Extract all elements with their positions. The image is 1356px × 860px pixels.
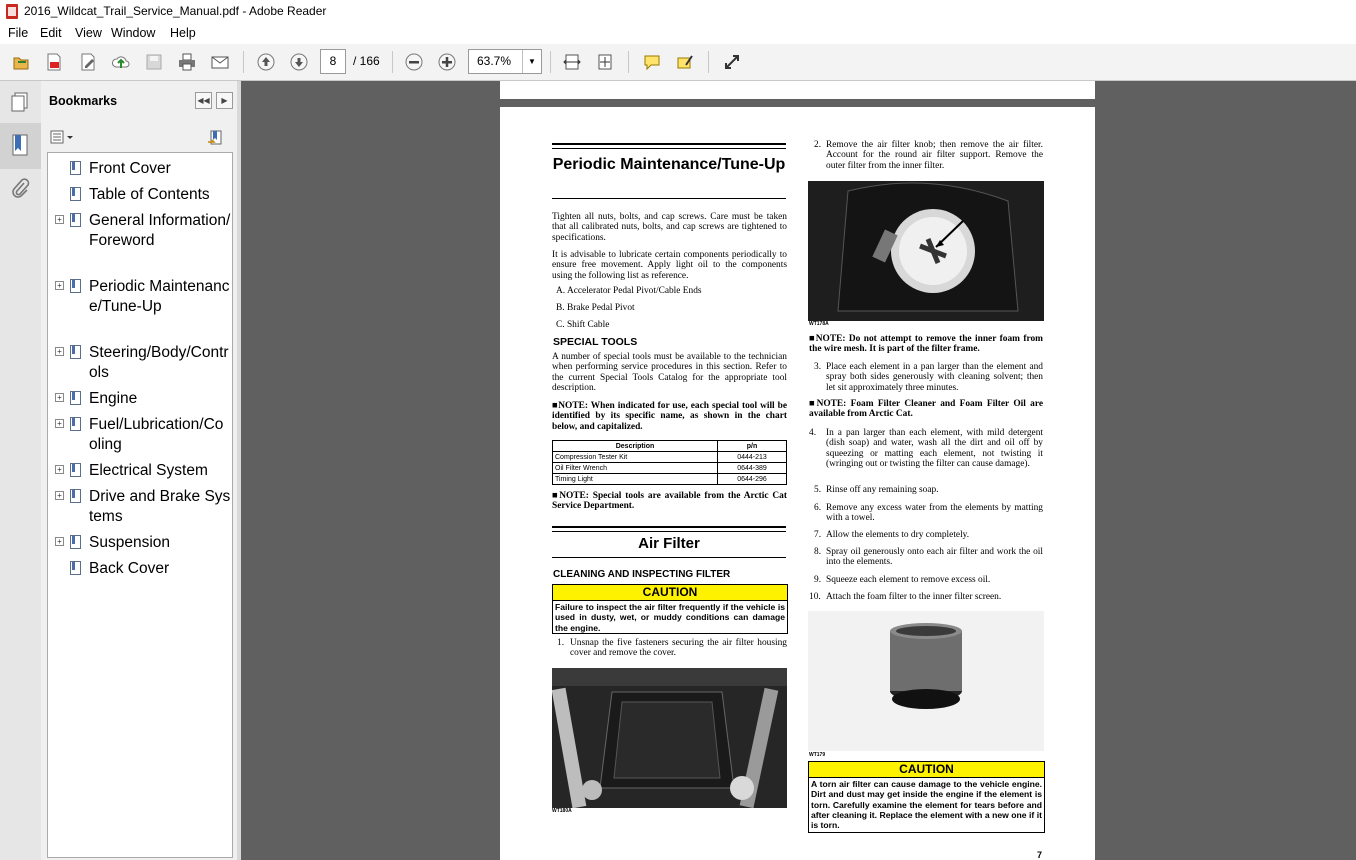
tool-part-number: 0644-389	[718, 463, 787, 474]
step-number: 6.	[814, 503, 822, 513]
tool-description: Oil Filter Wrench	[553, 463, 718, 474]
intro-paragraph-1: Tighten all nuts, bolts, and cap screws. Care must be taken that all calibrated nuts, bolts, and cap screws are tightened to specifications.	[552, 212, 787, 243]
save-disk-icon	[145, 53, 163, 71]
bookmark-icon	[70, 279, 81, 293]
bookmark-icon	[70, 187, 81, 201]
caution-label: CAUTION	[553, 585, 787, 601]
menu-window[interactable]: Window	[111, 26, 156, 40]
step-4-text: In a pan larger than each element, with mild detergent (dish soap) and water, wash all the dirt and oil off by squeezing or matting each element, not twisting it (wringing out or twisting the filter can cause damage).	[826, 428, 1043, 469]
photo-label: WT179	[809, 752, 826, 758]
edit-pdf-button[interactable]	[75, 50, 101, 74]
edit-pdf-icon	[79, 53, 97, 71]
note-arctic-cat-service: ■NOTE: Special tools are available from the Arctic Cat Service Department.	[552, 491, 787, 512]
step-7-text: Allow the elements to dry completely.	[826, 530, 970, 540]
zoom-in-button[interactable]	[434, 50, 460, 74]
step-number: 8.	[814, 547, 822, 557]
page-number: 7	[1037, 850, 1043, 860]
chevron-down-icon[interactable]: ▼	[522, 50, 541, 73]
expand-plus-icon[interactable]: +	[55, 465, 64, 474]
previous-page-edge	[500, 81, 1095, 99]
bookmark-label[interactable]: General Information/Foreword	[89, 212, 231, 249]
bookmark-options-button[interactable]	[50, 128, 74, 146]
fit-width-button[interactable]	[559, 50, 585, 74]
step-number: 2.	[814, 140, 822, 150]
pdf-page	[500, 107, 1095, 860]
step-6-text: Remove any excess water from the elements by matting with a towel.	[826, 503, 1043, 524]
air-filter-housing-image	[552, 668, 787, 808]
bookmark-label[interactable]: Periodic Maintenance/Tune-Up	[89, 278, 230, 315]
table-row	[553, 463, 787, 474]
toolbar-separator	[628, 51, 629, 73]
minus-circle-icon	[405, 53, 423, 71]
fit-page-button[interactable]	[592, 50, 618, 74]
caution-box-2	[808, 761, 1045, 833]
previous-page-button[interactable]	[253, 50, 279, 74]
air-filter-knob-photo	[808, 181, 1044, 321]
expand-bookmark-icon[interactable]	[207, 129, 225, 147]
photo-label: WT180A	[552, 808, 572, 814]
cloud-upload-icon	[112, 53, 130, 71]
page-total: / 166	[353, 54, 380, 68]
navigation-rail	[0, 81, 42, 860]
tool-description: Compression Tester Kit	[553, 452, 718, 463]
table-header-description: Description	[553, 441, 718, 452]
step-2-text: Remove the air filter knob; then remove the air filter. Account for the round air filter support. Remove the outer filter from the inner filter.	[826, 140, 1043, 171]
step-number: 7.	[814, 530, 822, 540]
expand-plus-icon[interactable]: +	[55, 491, 64, 500]
lube-item-b: B. Brake Pedal Pivot	[556, 303, 635, 313]
section-title: Periodic Maintenance/Tune-Up	[552, 156, 786, 173]
special-tools-text: A number of special tools must be available to the technician when performing service procedures in this section. Refer to the current Special Tools Catalog for the appropriate tool description.	[552, 352, 787, 393]
envelope-icon	[211, 53, 229, 71]
cloud-upload-button[interactable]	[108, 50, 134, 74]
plus-circle-icon	[438, 53, 456, 71]
expand-plus-icon[interactable]: +	[55, 419, 64, 428]
air-filter-title: Air Filter	[638, 535, 700, 552]
table-header-row	[553, 441, 787, 452]
bookmark-tree	[47, 152, 233, 858]
step-3-text: Place each element in a pan larger than the element and spray both sides generously with cleaning solvent; then let sit approximately three minutes.	[826, 362, 1043, 393]
air-filter-rule	[552, 526, 786, 532]
bookmark-label[interactable]: Drive and Brake Systems	[89, 488, 231, 525]
step-number: 3.	[814, 362, 822, 372]
step-number: 9.	[814, 575, 822, 585]
menu-bar	[0, 24, 1356, 44]
toolbar-separator	[392, 51, 393, 73]
expand-plus-icon[interactable]: +	[55, 393, 64, 402]
fit-page-icon	[596, 53, 614, 71]
title-rule	[552, 143, 786, 149]
expand-plus-icon[interactable]: +	[55, 281, 64, 290]
bookmark-icon	[70, 345, 81, 359]
bookmark-label[interactable]: Steering/Body/Controls	[89, 344, 229, 381]
next-page-button[interactable]	[286, 50, 312, 74]
intro-paragraph-2: It is advisable to lubricate certain components periodically to ensure free movement. Apply light oil to the components using the following list as reference.	[552, 250, 787, 281]
foam-filter-photo	[808, 611, 1044, 751]
create-pdf-icon	[45, 53, 63, 71]
expand-arrows-icon	[723, 53, 741, 71]
tool-part-number: 0644-296	[718, 474, 787, 485]
menu-file[interactable]: File	[8, 26, 29, 40]
speech-bubble-icon	[643, 53, 661, 71]
table-row	[553, 474, 787, 485]
air-filter-housing-photo	[552, 668, 787, 808]
note-special-tool: ■NOTE: When indicated for use, each special tool will be identified by its specific name, as shown in the chart below, and capitalized.	[552, 401, 787, 432]
toolbar-separator	[708, 51, 709, 73]
printer-icon	[178, 53, 196, 71]
fit-width-icon	[563, 53, 581, 71]
air-filter-rule-bottom	[552, 557, 786, 558]
bookmark-label[interactable]: Fuel/Lubrication/Cooling	[89, 416, 224, 453]
tool-part-number: 0444-213	[718, 452, 787, 463]
highlighter-icon	[676, 53, 694, 71]
highlight-button[interactable]	[672, 50, 698, 74]
toolbar	[0, 44, 1356, 81]
save-button[interactable]	[141, 50, 167, 74]
zoom-value: 63.7%	[477, 54, 512, 68]
bookmark-label[interactable]: Electrical System	[89, 462, 208, 479]
step-1-text: Unsnap the five fasteners securing the air filter housing cover and remove the cover.	[570, 638, 787, 659]
arrow-down-circle-icon	[290, 53, 308, 71]
note-inner-foam: ■NOTE: Do not attempt to remove the inner foam from the wire mesh. It is part of the filter frame.	[809, 334, 1043, 355]
step-10-text: Attach the foam filter to the inner filter screen.	[826, 592, 1002, 602]
adobe-reader-icon	[6, 4, 18, 19]
bookmarks-icon[interactable]	[9, 133, 31, 159]
options-list-icon	[50, 130, 74, 144]
tool-description: Timing Light	[553, 474, 718, 485]
photo-label: WT178A	[809, 321, 829, 327]
title-rule-bottom	[552, 198, 786, 199]
expand-plus-icon[interactable]: +	[55, 347, 64, 356]
lube-item-c: C. Shift Cable	[556, 320, 610, 330]
bookmark-icon	[70, 391, 81, 405]
caution-text: Failure to inspect the air filter frequently if the vehicle is used in dusty, wet, or muddy conditions can damage the engine.	[555, 602, 785, 633]
step-9-text: Squeeze each element to remove excess oil.	[826, 575, 991, 585]
page-number-input[interactable]: 8	[320, 49, 346, 74]
bookmark-label[interactable]: Front Cover	[89, 160, 171, 177]
zoom-out-button[interactable]	[401, 50, 427, 74]
bookmarks-heading: Bookmarks	[49, 94, 118, 108]
expand-plus-icon[interactable]: +	[55, 537, 64, 546]
bookmark-label[interactable]: Table of Contents	[89, 186, 210, 203]
cleaning-heading: CLEANING AND INSPECTING FILTER	[553, 569, 731, 580]
bookmark-label[interactable]: Suspension	[89, 534, 171, 551]
toolbar-separator	[243, 51, 244, 73]
bookmark-label[interactable]: Back Cover	[89, 560, 170, 577]
open-button[interactable]	[8, 50, 34, 74]
email-button[interactable]	[207, 50, 233, 74]
step-number: 1.	[557, 638, 565, 648]
step-number: 4.	[809, 428, 817, 438]
bookmark-icon	[70, 417, 81, 431]
bookmark-icon	[70, 463, 81, 477]
step-5-text: Rinse off any remaining soap.	[826, 485, 939, 495]
caution-text: A torn air filter can cause damage to the vehicle engine. Dirt and dust may get inside the engine if the element is torn. Carefully examine the element for tears before and after cleaning it. Replace the element with a new one if it is torn.	[811, 779, 1042, 831]
special-tools-table	[552, 440, 787, 485]
bookmark-icon	[70, 213, 81, 227]
bookmark-label[interactable]: Engine	[89, 390, 138, 407]
full-screen-button[interactable]	[719, 50, 745, 74]
page-thumbnails-icon[interactable]	[9, 91, 31, 113]
comment-button[interactable]	[639, 50, 665, 74]
window-title: 2016_Wildcat_Trail_Service_Manual.pdf - Adobe Reader	[24, 4, 327, 18]
menu-view[interactable]: View	[75, 26, 102, 40]
expand-plus-icon[interactable]: +	[55, 215, 64, 224]
bookmark-icon	[70, 161, 81, 175]
step-number: 5.	[814, 485, 822, 495]
bookmark-icon	[70, 561, 81, 575]
arrow-up-circle-icon	[257, 53, 275, 71]
zoom-select[interactable]	[468, 49, 542, 74]
table-header-pn: p/n	[718, 441, 787, 452]
step-number: 10.	[809, 592, 821, 602]
caution-box-1	[552, 584, 788, 634]
print-button[interactable]	[174, 50, 200, 74]
panel-arrow-button[interactable]: ▶	[216, 92, 233, 109]
collapse-panel-button[interactable]: ◀◀	[195, 92, 212, 109]
title-bar	[0, 0, 1356, 25]
bookmark-icon	[70, 489, 81, 503]
create-pdf-button[interactable]	[41, 50, 67, 74]
foam-filter-image	[808, 611, 1044, 751]
step-8-text: Spray oil generously onto each air filter and work the oil into the elements.	[826, 547, 1043, 568]
open-folder-icon	[12, 53, 30, 71]
note-foam-cleaner: ■NOTE: Foam Filter Cleaner and Foam Filter Oil are available from Arctic Cat.	[809, 399, 1043, 420]
special-tools-heading: SPECIAL TOOLS	[553, 336, 638, 348]
table-row	[553, 452, 787, 463]
menu-edit[interactable]: Edit	[40, 26, 62, 40]
air-filter-knob-image	[808, 181, 1044, 321]
caution-label: CAUTION	[809, 762, 1044, 778]
lube-item-a: A. Accelerator Pedal Pivot/Cable Ends	[556, 286, 702, 296]
toolbar-separator	[550, 51, 551, 73]
menu-help[interactable]: Help	[170, 26, 196, 40]
attachments-icon[interactable]	[9, 177, 31, 199]
bookmark-icon	[70, 535, 81, 549]
